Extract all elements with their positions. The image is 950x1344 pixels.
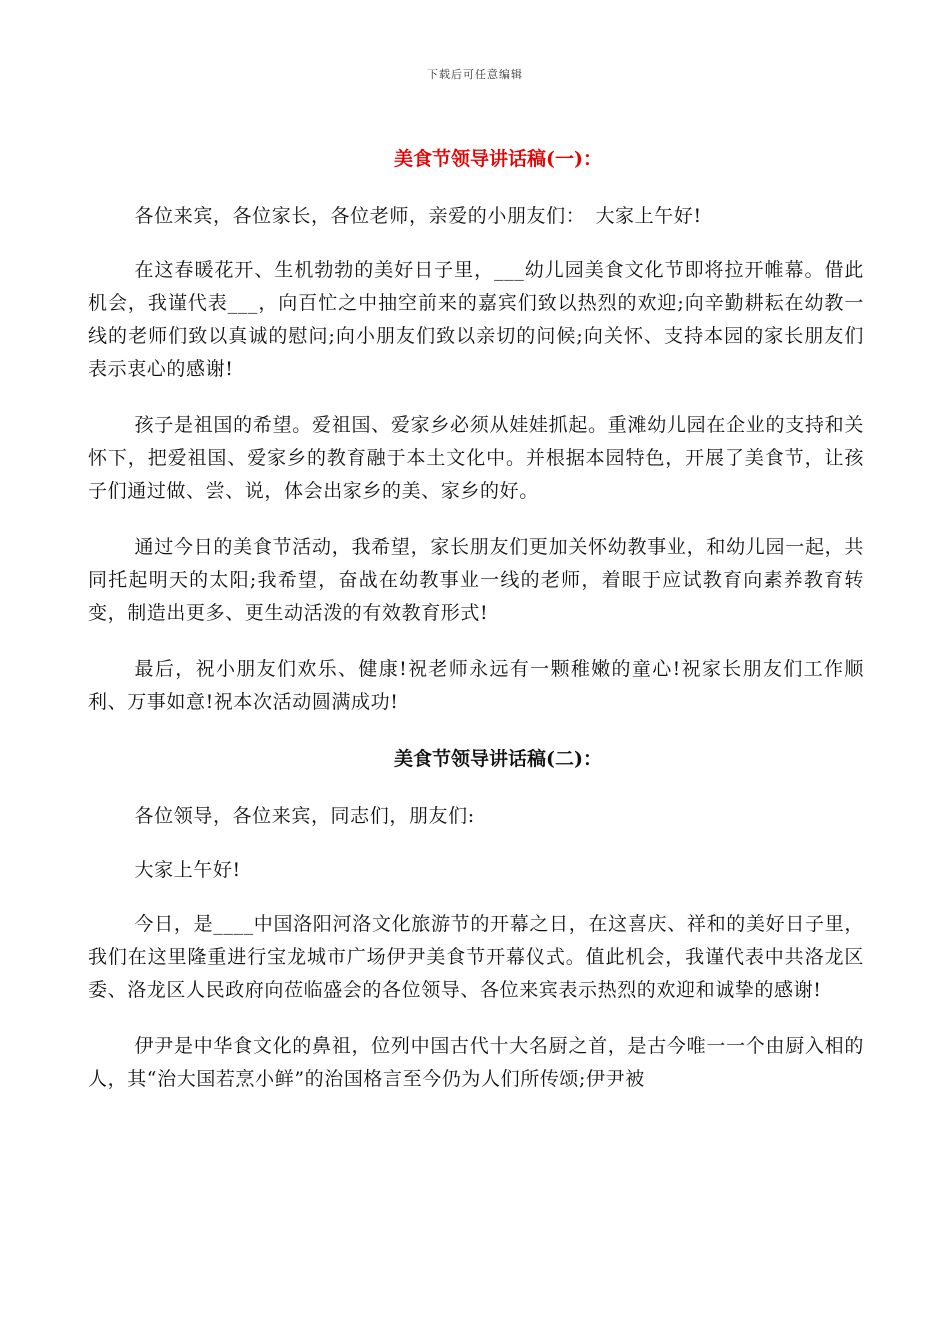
header-note: 下载后可任意编辑 bbox=[427, 68, 523, 81]
section-2-paragraph: 各位领导，各位来宾，同志们，朋友们: bbox=[134, 805, 475, 827]
document-body bbox=[88, 140, 864, 1119]
section-1-paragraph: 各位来宾，各位家长，各位老师，亲爱的小朋友们： 大家上午好! bbox=[134, 205, 702, 227]
section-2-paragraph: 大家上午好! bbox=[134, 859, 241, 881]
section-2-title: 美食节领导讲话稿(二)： bbox=[394, 748, 602, 770]
section-1-paragraph: 在这春暖花开、生机勃勃的美好日子里，___幼儿园美食文化节即将拉开帷幕。借此机会，我谨代表___，向百忙之中抽空前来的嘉宾们致以热烈的欢迎;向辛勤耕耘在幼教一线的老师们致以真诚的慰问;向小朋友们致以亲切的问候;向关怀、支持本园的家长朋友们表示衷心的感谢! bbox=[88, 259, 864, 380]
section-1-title: 美食节领导讲话稿(一)： bbox=[394, 148, 602, 170]
section-2-paragraph: 今日，是____中国洛阳河洛文化旅游节的开幕之日，在这喜庆、祥和的美好日子里，我们在这里隆重进行宝龙城市广场伊尹美食节开幕仪式。值此机会，我谨代表中共洛龙区委、洛龙区人民政府向莅临盛会的各位领导、各位来宾表示热烈的欢迎和诚挚的感谢! bbox=[88, 913, 864, 1001]
section-1-paragraph: 通过今日的美食节活动，我希望，家长朋友们更加关怀幼教事业，和幼儿园一起，共同托起明天的太阳;我希望，奋战在幼教事业一线的老师，着眼于应试教育向素养教育转变，制造出更多、更生动活泼的有效教育形式! bbox=[88, 536, 864, 624]
section-1-paragraph: 最后，祝小朋友们欢乐、健康!祝老师永远有一颗稚嫩的童心!祝家长朋友们工作顺利、万事如意!祝本次活动圆满成功! bbox=[88, 658, 864, 713]
section-2-paragraph: 伊尹是中华食文化的鼻祖，位列中国古代十大名厨之首，是古今唯一一个由厨入相的人，其“治大国若烹小鲜”的治国格言至今仍为人们所传颂;伊尹被 bbox=[88, 1035, 864, 1090]
section-1-paragraph: 孩子是祖国的希望。爱祖国、爱家乡必须从娃娃抓起。重滩幼儿园在企业的支持和关怀下，把爱祖国、爱家乡的教育融于本土文化中。并根据本园特色，开展了美食节，让孩子们通过做、尝、说，体会出家乡的美、家乡的好。 bbox=[88, 414, 864, 502]
